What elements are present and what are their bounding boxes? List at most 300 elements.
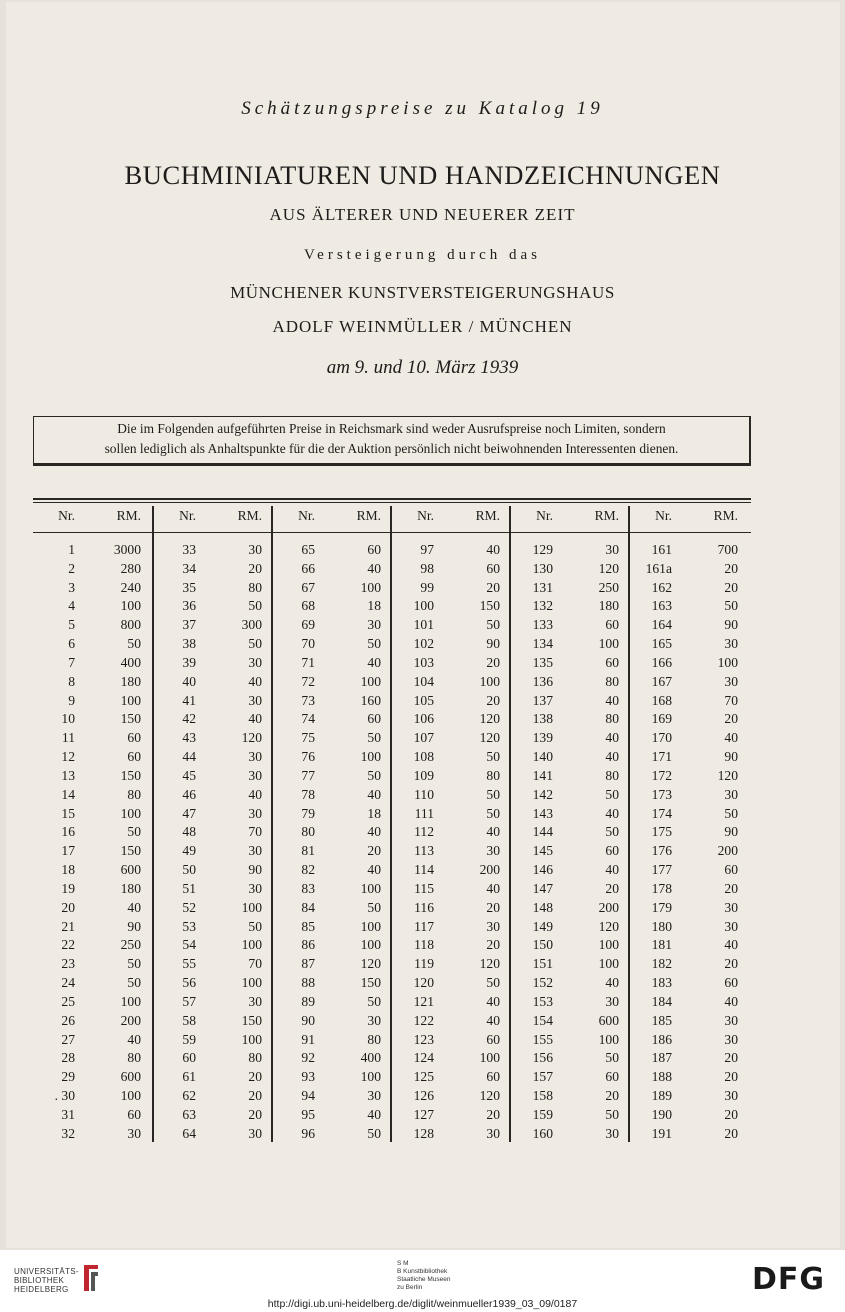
lot-price: 20 — [724, 579, 738, 595]
table-row — [273, 955, 392, 974]
lot-price: 80 — [127, 786, 141, 802]
lot-number: 158 — [532, 1088, 553, 1104]
table-row — [630, 899, 749, 918]
lot-number: 2 — [68, 560, 75, 576]
lot-price: 60 — [367, 711, 381, 727]
lot-price: 100 — [598, 1031, 619, 1047]
table-row — [392, 673, 511, 692]
lot-number: 31 — [61, 1106, 75, 1122]
lot-number: 49 — [182, 843, 196, 859]
table-row — [33, 1106, 152, 1125]
table-row — [273, 899, 392, 918]
lot-number: 37 — [182, 617, 196, 633]
lot-price: 40 — [605, 730, 619, 746]
lot-price: 20 — [724, 711, 738, 727]
lot-price: 50 — [367, 730, 381, 746]
lot-price: 20 — [486, 937, 500, 953]
lot-number: 140 — [532, 749, 553, 765]
table-row — [154, 1068, 273, 1087]
table-row — [630, 974, 749, 993]
lot-number: 38 — [182, 636, 196, 652]
lot-number: 104 — [413, 673, 434, 689]
table-row — [33, 635, 152, 654]
lot-price: 80 — [127, 1050, 141, 1066]
lot-number: 103 — [413, 654, 434, 670]
lot-price: 40 — [724, 993, 738, 1009]
lot-number: 167 — [651, 673, 672, 689]
table-row — [392, 974, 511, 993]
lot-price: 30 — [724, 1088, 738, 1104]
kb-logo-line: S M — [397, 1260, 409, 1267]
lot-number: 47 — [182, 805, 196, 821]
lot-number: 101 — [413, 617, 434, 633]
lot-price: 30 — [486, 918, 500, 934]
lot-price: 120 — [717, 767, 738, 783]
lot-number: 45 — [182, 767, 196, 783]
lot-price: 150 — [120, 843, 141, 859]
lot-price: 50 — [486, 617, 500, 633]
header-nr: Nr. — [179, 508, 196, 523]
column-header — [392, 508, 511, 528]
table-row — [630, 786, 749, 805]
lot-number: 184 — [651, 993, 672, 1009]
lot-price: 700 — [717, 542, 738, 557]
table-row — [511, 955, 630, 974]
lot-price: 100 — [120, 598, 141, 614]
header-rm: RM. — [713, 508, 738, 523]
lot-number: 127 — [413, 1106, 434, 1122]
table-row — [33, 1012, 152, 1031]
table-row — [511, 729, 630, 748]
lot-price: 120 — [241, 730, 262, 746]
lot-price: 400 — [120, 654, 141, 670]
lot-price: 20 — [248, 1069, 262, 1085]
lot-price: 200 — [120, 1012, 141, 1028]
lot-price: 30 — [248, 767, 262, 783]
table-row — [511, 1049, 630, 1068]
lot-number: 42 — [182, 711, 196, 727]
lot-price: 50 — [486, 975, 500, 991]
lot-number: 102 — [413, 636, 434, 652]
table-row — [630, 936, 749, 955]
auctioneer: ADOLF WEINMÜLLER / MÜNCHEN — [272, 317, 573, 336]
lot-price: 30 — [248, 749, 262, 765]
lot-number: 181 — [651, 937, 672, 953]
kb-logo-line: B Kunstbibliothek — [397, 1268, 448, 1275]
lot-price: 40 — [486, 824, 500, 840]
table-row — [630, 1068, 749, 1087]
table-row — [630, 1049, 749, 1068]
table-row — [154, 805, 273, 824]
table-row — [392, 1087, 511, 1106]
table-row — [154, 673, 273, 692]
lot-price: 150 — [360, 975, 381, 991]
lot-number: 171 — [651, 749, 672, 765]
table-row — [392, 654, 511, 673]
table-row — [392, 692, 511, 711]
lot-price: 40 — [605, 692, 619, 708]
lot-number: 52 — [182, 899, 196, 915]
table-row — [154, 918, 273, 937]
lot-price: 100 — [241, 975, 262, 991]
lot-number: 159 — [532, 1106, 553, 1122]
price-notice-box — [33, 416, 751, 466]
lot-number: 81 — [301, 843, 315, 859]
table-row — [630, 1012, 749, 1031]
table-row — [630, 918, 749, 937]
lot-price: 100 — [360, 918, 381, 934]
lot-number: 97 — [420, 542, 434, 557]
lot-price: 18 — [367, 598, 381, 614]
lot-number: 1 — [68, 542, 75, 557]
lot-number: 57 — [182, 993, 196, 1009]
table-row — [33, 541, 152, 560]
table-row — [273, 1125, 392, 1144]
lot-number: 128 — [413, 1125, 434, 1141]
lot-price: 60 — [367, 542, 381, 557]
table-row — [273, 560, 392, 579]
lot-price: 20 — [248, 1106, 262, 1122]
header-nr: Nr. — [298, 508, 315, 523]
table-row — [273, 1031, 392, 1050]
table-row — [154, 748, 273, 767]
lot-price: 40 — [605, 749, 619, 765]
lot-price: 40 — [367, 560, 381, 576]
page-title: BUCHMINIATUREN UND HANDZEICHNUNGEN — [124, 160, 721, 190]
lot-price: 90 — [724, 617, 738, 633]
university-logo-icon — [80, 1263, 102, 1293]
lot-number: 73 — [301, 692, 315, 708]
lot-price: 100 — [360, 880, 381, 896]
lot-number: 170 — [651, 730, 672, 746]
lot-price: 30 — [248, 805, 262, 821]
table-row — [154, 1012, 273, 1031]
table-row — [273, 1106, 392, 1125]
lot-price: 60 — [605, 654, 619, 670]
lot-number: 110 — [414, 786, 434, 802]
price-column — [628, 506, 749, 1142]
lot-price: 20 — [724, 1106, 738, 1122]
lot-price: 50 — [486, 805, 500, 821]
lot-number: 178 — [651, 880, 672, 896]
table-row — [630, 673, 749, 692]
table-row — [273, 823, 392, 842]
lot-price: 20 — [724, 956, 738, 972]
table-row — [630, 1125, 749, 1144]
lot-price: 40 — [724, 937, 738, 953]
table-row — [511, 654, 630, 673]
table-row — [511, 767, 630, 786]
lot-number: 126 — [413, 1088, 434, 1104]
lot-price: 20 — [724, 1125, 738, 1141]
lot-number: 125 — [413, 1069, 434, 1085]
header-nr: Nr. — [655, 508, 672, 523]
table-row — [273, 616, 392, 635]
lot-price: 50 — [605, 786, 619, 802]
lot-price: 60 — [605, 843, 619, 859]
lot-number: 20 — [61, 899, 75, 915]
table-row — [33, 1049, 152, 1068]
lot-price: 200 — [717, 843, 738, 859]
table-row — [33, 597, 152, 616]
lot-number: 157 — [532, 1069, 553, 1085]
table-row — [33, 767, 152, 786]
lot-price: 40 — [605, 805, 619, 821]
lot-price: 60 — [486, 560, 500, 576]
table-row — [33, 729, 152, 748]
lot-price: 50 — [248, 636, 262, 652]
lot-number: 179 — [651, 899, 672, 915]
table-row — [392, 880, 511, 899]
lot-number: 88 — [301, 975, 315, 991]
table-row — [273, 1068, 392, 1087]
table-row — [273, 654, 392, 673]
table-row — [273, 579, 392, 598]
header-rm: RM. — [237, 508, 262, 523]
lot-number: 26 — [61, 1012, 75, 1028]
table-row — [33, 823, 152, 842]
lot-number: 107 — [413, 730, 434, 746]
lot-number: 55 — [182, 956, 196, 972]
lot-number: 70 — [301, 636, 315, 652]
table-row — [630, 579, 749, 598]
lot-number: 142 — [532, 786, 553, 802]
lot-price: 600 — [120, 1069, 141, 1085]
lot-number: 4 — [68, 598, 75, 614]
lot-price: 100 — [598, 956, 619, 972]
lot-number: 177 — [651, 862, 672, 878]
lot-number: 87 — [301, 956, 315, 972]
column-header — [630, 508, 749, 528]
lot-price: 40 — [127, 1031, 141, 1047]
lot-price: 30 — [486, 843, 500, 859]
table-row — [630, 842, 749, 861]
table-row — [511, 805, 630, 824]
lot-price: 30 — [605, 542, 619, 557]
table-row — [33, 974, 152, 993]
lot-number: 153 — [532, 993, 553, 1009]
lot-price: 180 — [598, 598, 619, 614]
lot-number: 141 — [532, 767, 553, 783]
lot-price: 100 — [479, 1050, 500, 1066]
lot-number: 99 — [420, 579, 434, 595]
lot-number: 39 — [182, 654, 196, 670]
lot-price: 40 — [248, 711, 262, 727]
table-row — [511, 1087, 630, 1106]
lot-number: 89 — [301, 993, 315, 1009]
lot-number: 131 — [532, 579, 553, 595]
lot-price: 60 — [127, 730, 141, 746]
lot-price: 50 — [367, 899, 381, 915]
auction-house: MÜNCHENER KUNSTVERSTEIGERUNGSHAUS — [230, 283, 615, 302]
university-library-label — [14, 1267, 79, 1294]
table-row — [33, 616, 152, 635]
lot-number: 143 — [532, 805, 553, 821]
lot-price: 40 — [486, 542, 500, 557]
lot-price: 50 — [724, 598, 738, 614]
lot-number: 34 — [182, 560, 196, 576]
table-row — [154, 1106, 273, 1125]
lot-price: 40 — [605, 862, 619, 878]
lot-number: 174 — [651, 805, 672, 821]
lot-price: 30 — [367, 1012, 381, 1028]
lot-number: 105 — [413, 692, 434, 708]
table-row — [154, 692, 273, 711]
table-row — [33, 1068, 152, 1087]
lot-price: 60 — [605, 617, 619, 633]
lot-number: 5 — [68, 617, 75, 633]
table-row — [154, 786, 273, 805]
lot-number: 82 — [301, 862, 315, 878]
lot-number: 162 — [651, 579, 672, 595]
lot-number: 84 — [301, 899, 315, 915]
table-row — [33, 579, 152, 598]
lot-number: 44 — [182, 749, 196, 765]
table-row — [392, 710, 511, 729]
lot-price: 80 — [605, 673, 619, 689]
lot-number: 152 — [532, 975, 553, 991]
lot-number: 122 — [413, 1012, 434, 1028]
header-rm: RM. — [475, 508, 500, 523]
lot-price: 100 — [360, 937, 381, 953]
lot-number: 18 — [61, 862, 75, 878]
lot-price: 30 — [248, 993, 262, 1009]
table-row — [511, 597, 630, 616]
lot-price: 90 — [724, 824, 738, 840]
lot-number: 50 — [182, 862, 196, 878]
lot-number: 24 — [61, 975, 75, 991]
table-row — [154, 616, 273, 635]
lot-number: 172 — [651, 767, 672, 783]
lot-number: 78 — [301, 786, 315, 802]
lot-number: 186 — [651, 1031, 672, 1047]
table-row — [273, 936, 392, 955]
lot-number: 134 — [532, 636, 553, 652]
lot-price: 100 — [120, 805, 141, 821]
lot-price: 30 — [367, 1088, 381, 1104]
table-row — [511, 635, 630, 654]
table-row — [392, 729, 511, 748]
lot-price: 100 — [717, 654, 738, 670]
lot-number: 67 — [301, 579, 315, 595]
lot-number: 56 — [182, 975, 196, 991]
table-row — [392, 1031, 511, 1050]
lot-price: 20 — [605, 880, 619, 896]
table-row — [33, 560, 152, 579]
lot-price: 50 — [367, 993, 381, 1009]
table-row — [630, 616, 749, 635]
table-row — [392, 842, 511, 861]
lot-price: 80 — [367, 1031, 381, 1047]
uni-label-line: HEIDELBERG — [14, 1285, 69, 1294]
kunstbibliothek-logo — [397, 1260, 450, 1292]
lot-price: 30 — [724, 1012, 738, 1028]
table-row — [154, 1125, 273, 1144]
table-row — [33, 880, 152, 899]
table-row — [511, 993, 630, 1012]
table-top-rule — [33, 498, 751, 500]
table-row — [511, 918, 630, 937]
table-row — [273, 786, 392, 805]
table-row — [630, 861, 749, 880]
lot-number: 136 — [532, 673, 553, 689]
table-row — [630, 805, 749, 824]
lot-number: 35 — [182, 579, 196, 595]
lot-price: 20 — [486, 899, 500, 915]
lot-number: 166 — [651, 654, 672, 670]
table-row — [273, 597, 392, 616]
table-row — [392, 823, 511, 842]
lot-number: 129 — [532, 542, 553, 557]
table-row — [154, 1087, 273, 1106]
lot-number: 17 — [61, 843, 75, 859]
lot-price: 40 — [605, 975, 619, 991]
lot-number: 160 — [532, 1125, 553, 1141]
lot-number: . 30 — [54, 1088, 75, 1104]
lot-number: 120 — [413, 975, 434, 991]
lot-number: 96 — [301, 1125, 315, 1141]
lot-price: 20 — [724, 560, 738, 576]
lot-number: 7 — [68, 654, 75, 670]
permalink[interactable]: http://digi.ub.uni-heidelberg.de/diglit/weinmueller1939_03_09/0187 — [267, 1298, 578, 1310]
lot-number: 111 — [414, 805, 434, 821]
lot-price: 30 — [248, 1125, 262, 1141]
table-row — [154, 541, 273, 560]
lot-price: 90 — [248, 862, 262, 878]
lot-number: 118 — [414, 937, 434, 953]
lot-number: 60 — [182, 1050, 196, 1066]
lot-number: 119 — [414, 956, 434, 972]
lot-number: 53 — [182, 918, 196, 934]
lot-number: 36 — [182, 598, 196, 614]
price-column — [33, 506, 152, 1142]
lot-price: 30 — [724, 636, 738, 652]
table-row — [392, 1125, 511, 1144]
table-row — [273, 805, 392, 824]
lot-number: 191 — [651, 1125, 672, 1141]
table-row — [154, 1049, 273, 1068]
table-row — [33, 899, 152, 918]
lot-price: 20 — [724, 1069, 738, 1085]
lot-number: 108 — [413, 749, 434, 765]
table-row — [392, 786, 511, 805]
lot-price: 250 — [120, 937, 141, 953]
table-row — [154, 729, 273, 748]
lot-number: 124 — [413, 1050, 434, 1066]
lot-price: 20 — [486, 1106, 500, 1122]
lot-number: 8 — [68, 673, 75, 689]
lot-number: 51 — [182, 880, 196, 896]
table-row — [154, 767, 273, 786]
lot-price: 30 — [127, 1125, 141, 1141]
lot-price: 100 — [598, 636, 619, 652]
lot-number: 137 — [532, 692, 553, 708]
lot-number: 66 — [301, 560, 315, 576]
lot-price: 30 — [605, 993, 619, 1009]
lot-price: 200 — [479, 862, 500, 878]
table-row — [154, 861, 273, 880]
lot-price: 100 — [120, 1088, 141, 1104]
lot-price: 50 — [127, 824, 141, 840]
table-row — [154, 842, 273, 861]
header-nr: Nr. — [58, 508, 75, 523]
table-row — [511, 880, 630, 899]
lot-number: 72 — [301, 673, 315, 689]
lot-price: 40 — [248, 786, 262, 802]
table-row — [511, 974, 630, 993]
lot-price: 60 — [724, 975, 738, 991]
table-row — [154, 635, 273, 654]
